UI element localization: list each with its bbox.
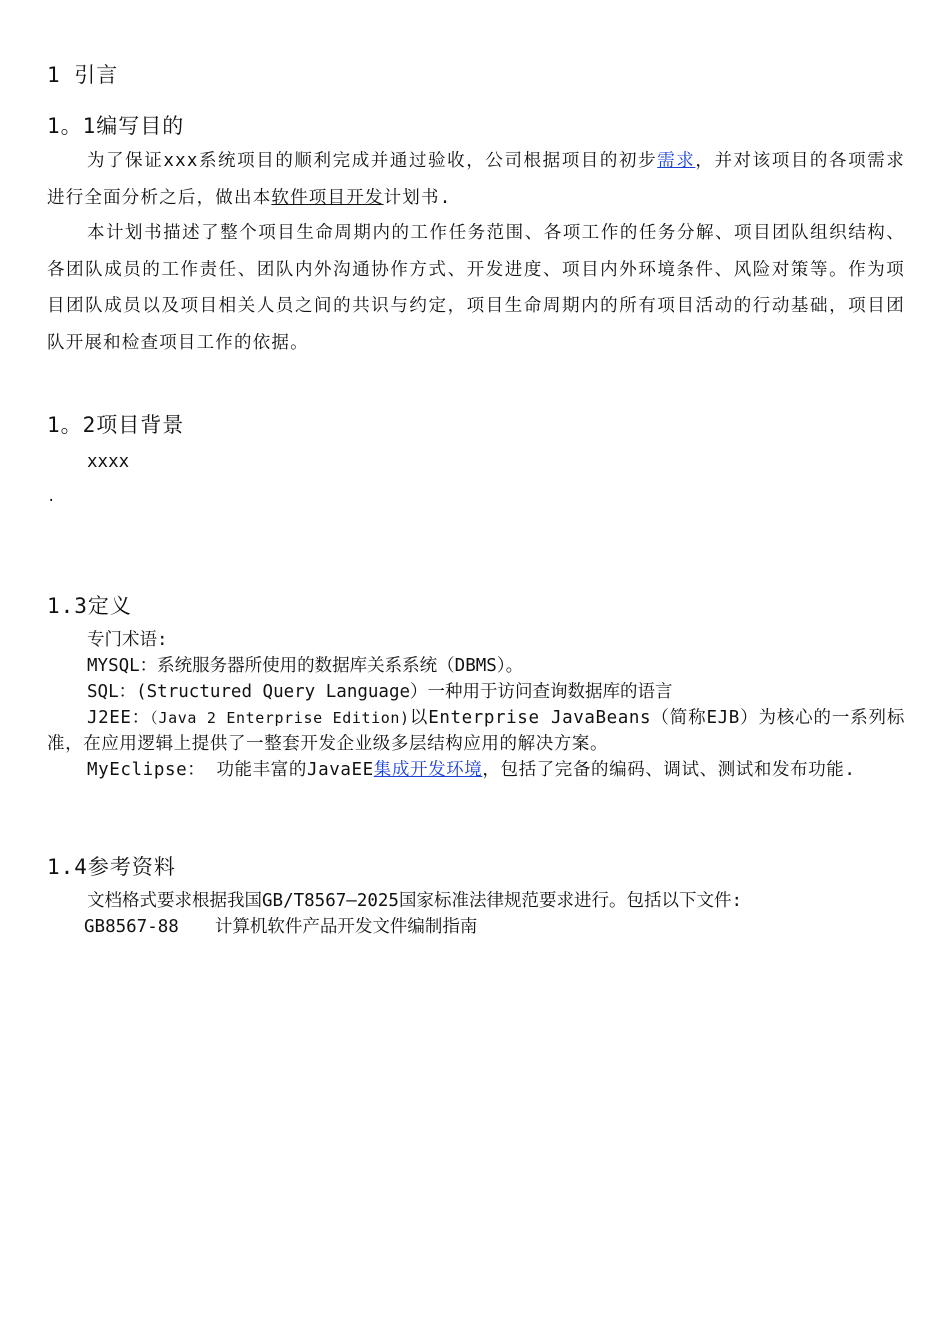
section-heading-definitions: 1.3定义 [47, 594, 132, 618]
reference-title: 计算机软件产品开发文件编制指南 [214, 917, 478, 937]
term-sql: SQL：(Structured Query Language）一种用于访问查询数据库的语言 [87, 682, 673, 702]
purpose-paragraph-2: 本计划书描述了整个项目生命周期内的工作任务范围、各项工作的任务分解、项目团队组织结构、各团队成员的工作责任、团队内外沟通协作方式、开发进度、项目内外环境条件、风险对策等。作为项目团队成员以及项目相关人员之间的共识与约定，项目生命周期内的所有项目活动的行动基础，项目团队开展和检查项目工作的依据。 [47, 223, 905, 353]
section-heading-introduction: 1 引言 [47, 63, 119, 87]
requirements-link[interactable]: 需求 [657, 151, 696, 171]
background-dot: . [47, 489, 56, 505]
myeclipse-description: ，包括了完备的编码、调试、测试和发布功能. [482, 760, 856, 780]
term-mysql: MYSQL：系统服务器所使用的数据库关系系统（DBMS）。 [87, 656, 524, 676]
references-intro: 文档格式要求根据我国GB/T8567—2025国家标准法律规范要求进行。包括以下文件: [87, 891, 743, 911]
purpose-text-b: ，并对该项目的各项需求进行全面分析之后，做出本 [47, 151, 905, 208]
purpose-paragraph-1 [47, 143, 905, 216]
purpose-text-c: 计划书. [383, 187, 452, 208]
term-j2ee [47, 705, 905, 757]
reference-code: GB8567-88 [84, 917, 179, 937]
reference-item [84, 914, 477, 940]
j2ee-description: 以Enterprise JavaBeans（简称EJB）为核心的一系列标准，在应用逻辑上提供了一整套开发企业级多层结构应用的解决方案。 [47, 708, 905, 754]
myeclipse-label: MyEclipse： 功能丰富的JavaEE [87, 760, 374, 780]
term-myeclipse [47, 757, 905, 783]
section-heading-purpose: 1。1编写目的 [47, 114, 185, 138]
section-heading-references: 1.4参考资料 [47, 855, 176, 879]
purpose-text-a: 为了保证xxx系统项目的顺利完成并通过验收，公司根据项目的初步 [87, 151, 658, 171]
software-dev-underlined: 软件项目开发 [271, 187, 384, 208]
terms-title: 专门术语: [87, 630, 168, 650]
background-body: xxxx [87, 452, 130, 472]
section-heading-background: 1。2项目背景 [47, 413, 185, 437]
j2ee-label: J2EE： [87, 708, 151, 728]
j2ee-expansion: （Java 2 Enterprise Edition) [150, 709, 410, 727]
ide-link[interactable]: 集成开发环境 [373, 760, 483, 780]
